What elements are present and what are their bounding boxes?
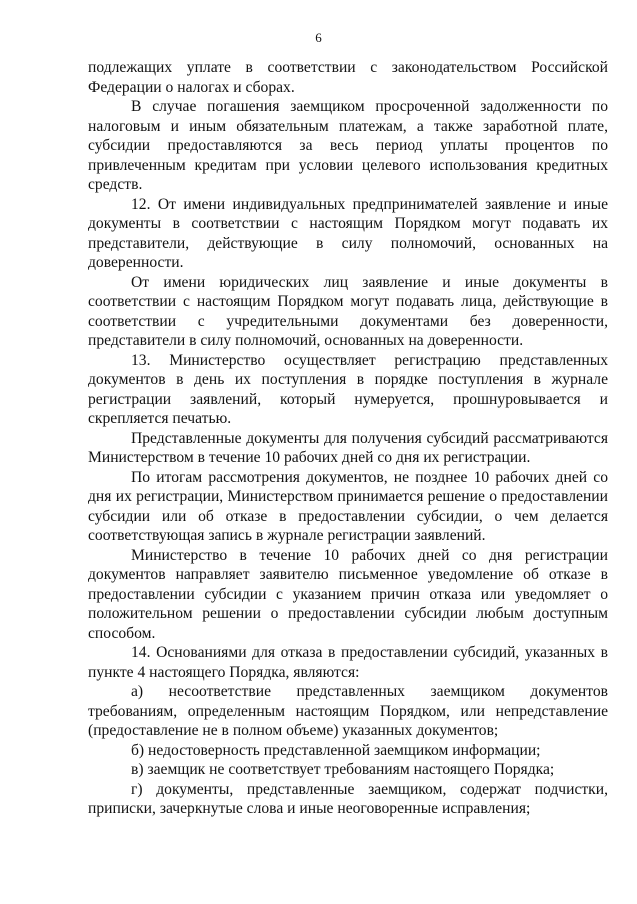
list-item-g: г) документы, представленные заемщиком, содержат подчистки, приписки, зачеркнутые слова и иные неоговоренные исправления; (88, 780, 608, 817)
list-item-b: б) недостоверность представленной заемщиком информации; (131, 741, 541, 759)
document-body (88, 58, 608, 819)
paragraph-legal-entities: От имени юридических лиц заявление и иные документы в соответствии с настоящим Порядком могут подавать лица, действующие в соответствии с учредительными документами без доверенности, представители в силу полномочий, основанных на доверенности. (88, 273, 608, 349)
paragraph-clause-13-registration: 13. Министерство осуществляет регистрацию представленных документов в день их поступления в порядке поступления в журнале регистрации заявлений, который нумеруется, прошнуровывается и скрепляется печатью. (88, 351, 608, 427)
paragraph-clause-14-refusal-grounds: 14. Основаниями для отказа в предоставлении субсидий, указанных в пункте 4 настоящего Порядка, являются: (88, 644, 608, 681)
paragraph-decision: По итогам рассмотрения документов, не позднее 10 рабочих дней со дня их регистрации, Министерством принимается решение о предоставлении субсидии или об отказе в предоставлении субсидии, о чем делается соответствующая запись в журнале регистрации заявлений. (88, 468, 608, 544)
list-item-v: в) заемщик не соответствует требованиям настоящего Порядка; (131, 761, 555, 778)
page-number: 6 (315, 30, 322, 45)
paragraph-clause-12-entrepreneurs: 12. От имени индивидуальных предпринимателей заявление и иные документы в соответствии с настоящим Порядком могут подавать их представители, действующие в силу полномочий, основанных на доверенности. (88, 195, 608, 271)
paragraph-continuation-taxes: подлежащих уплате в соответствии с законодательством Российской Федерации о налогах и сборах. (88, 59, 608, 96)
paragraph-review-period: Представленные документы для получения субсидий рассматриваются Министерством в течение 10 рабочих дней со дня их регистрации. (88, 429, 608, 466)
paragraph-notification: Министерство в течение 10 рабочих дней со дня регистрации документов направляет заявителю письменное уведомление об отказе в предоставлении субсидии с указанием причин отказа или уведомляет о положительном решении о предоставлении субсидии любым доступным способом. (88, 546, 608, 642)
paragraph-overdue-debt-repayment: В случае погашения заемщиком просроченной задолженности по налоговым и иным обязательным платежам, а также заработной плате, субсидии предоставляются за весь период уплаты процентов по привлеченным кредитам при условии целевого использования кредитных средств. (88, 98, 608, 193)
list-item-a: а) несоответствие представленных заемщиком документов требованиям, определенным настоящим Порядком, или непредставление (предоставление не в полном объеме) указанных документов; (88, 683, 608, 739)
